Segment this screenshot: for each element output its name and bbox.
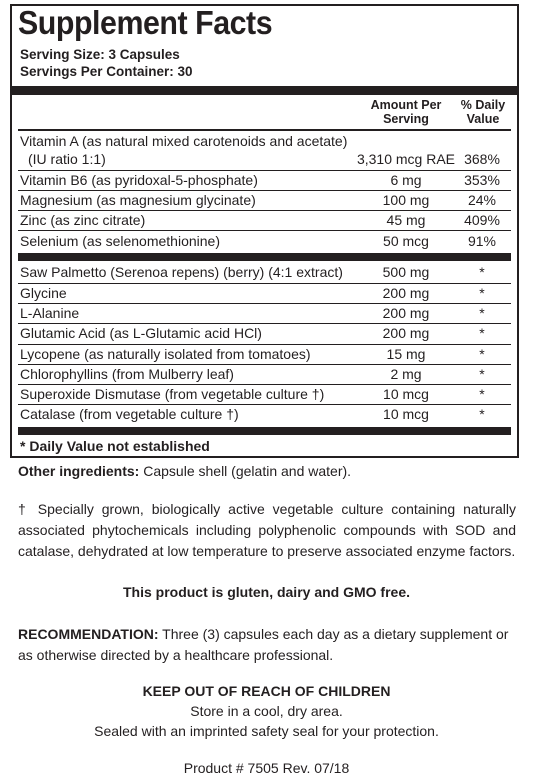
recommendation	[18, 624, 516, 666]
nutrient-dv: 353%	[464, 172, 500, 188]
row-rule	[18, 344, 511, 345]
dv-footnote: * Daily Value not established	[20, 438, 210, 454]
row-rule	[18, 190, 511, 191]
recommendation-text: Three (3) capsules each day as a dietary supplement or as otherwise directed by a healthcare professional.	[18, 626, 509, 663]
thick-divider-middle	[18, 253, 511, 261]
ingredient-amount: 500 mg	[382, 264, 430, 280]
ingredient-name: Chlorophyllins (from Mulberry leaf)	[20, 366, 234, 382]
row-rule	[18, 404, 511, 405]
nutrient-dv: 24%	[467, 192, 497, 208]
gluten-statement: This product is gluten, dairy and GMO free.	[122, 584, 411, 600]
nutrient-dv: 409%	[464, 212, 500, 228]
row-rule	[18, 384, 511, 385]
nutrient-amount: 3,310 mcg RAE	[356, 151, 456, 167]
keep-out-warning: KEEP OUT OF REACH OF CHILDREN	[142, 683, 391, 699]
dv-header	[448, 98, 518, 126]
ingredient-amount: 10 mcg	[383, 406, 429, 422]
nutrient-dv: 91%	[467, 233, 497, 249]
ingredient-dv: *	[479, 285, 485, 301]
nutrient-amount: 6 mg	[390, 172, 422, 188]
servings-per-container: Servings Per Container: 30	[20, 64, 193, 79]
row-rule	[18, 170, 511, 171]
ingredient-dv: *	[479, 366, 485, 382]
ingredient-amount: 2 mg	[390, 366, 422, 382]
amount-header	[356, 98, 456, 126]
thick-divider-bottom	[18, 427, 511, 435]
ingredient-amount: 200 mg	[382, 325, 430, 341]
amount-header-line2: Serving	[383, 112, 429, 126]
product-number: Product # 7505 Rev. 07/18	[183, 760, 350, 776]
ingredient-dv: *	[479, 406, 485, 422]
nutrient-name: Selenium (as selenomethionine)	[20, 233, 220, 249]
ingredient-dv: *	[479, 346, 485, 362]
amount-header-line1: Amount Per	[370, 98, 442, 112]
header-rule	[18, 129, 511, 131]
dv-header-line2: Value	[466, 112, 500, 126]
ingredient-name: Catalase (from vegetable culture †)	[20, 406, 239, 422]
ingredient-amount: 15 mg	[386, 346, 426, 362]
dv-header-line1: % Daily	[460, 98, 506, 112]
nutrient-amount: 45 mg	[386, 212, 426, 228]
ingredient-dv: *	[479, 386, 485, 402]
ingredient-amount: 200 mg	[382, 285, 430, 301]
row-rule	[18, 230, 511, 231]
other-ingredients-text: Capsule shell (gelatin and water).	[139, 463, 352, 479]
dagger-note: † Specially grown, biologically active vegetable culture containing naturally associated phytochemicals including polyphenolic compounds with SOD and catalase, dehydrated at low temperature to preserve associated enzyme factors.	[18, 501, 516, 559]
safety-seal-note: Sealed with an imprinted safety seal for your protection.	[94, 723, 439, 739]
nutrient-name-line2: (IU ratio 1:1)	[28, 151, 106, 167]
ingredient-dv: *	[479, 264, 485, 280]
storage-instruction: Store in a cool, dry area.	[190, 703, 343, 719]
ingredient-amount: 10 mcg	[383, 386, 429, 402]
nutrient-dv: 368%	[464, 151, 500, 167]
row-rule	[18, 323, 511, 324]
serving-size: Serving Size: 3 Capsules	[20, 47, 180, 62]
nutrient-name: Zinc (as zinc citrate)	[20, 212, 146, 228]
ingredient-name: Glutamic Acid (as L-Glutamic acid HCl)	[20, 325, 262, 341]
supplement-facts-panel	[10, 4, 519, 458]
nutrient-name: Vitamin A (as natural mixed carotenoids and acetate)	[20, 133, 348, 149]
nutrient-amount: 50 mcg	[383, 233, 429, 249]
thick-divider-top	[12, 86, 517, 95]
nutrient-amount: 100 mg	[382, 192, 430, 208]
row-rule	[18, 283, 511, 284]
panel-title: Supplement Facts	[18, 4, 273, 41]
ingredient-name: Saw Palmetto (Serenoa repens) (berry) (4:1 extract)	[20, 264, 343, 280]
row-rule	[18, 303, 511, 304]
nutrient-row	[20, 133, 509, 169]
ingredient-dv: *	[479, 305, 485, 321]
ingredient-amount: 200 mg	[382, 305, 430, 321]
ingredient-name: Lycopene (as naturally isolated from tomatoes)	[20, 346, 311, 362]
other-ingredients-label: Other ingredients:	[18, 463, 140, 479]
nutrient-name: Vitamin B6 (as pyridoxal-5-phosphate)	[20, 172, 258, 188]
ingredient-name: Superoxide Dismutase (from vegetable culture †)	[20, 386, 325, 402]
nutrient-name: Magnesium (as magnesium glycinate)	[20, 192, 256, 208]
ingredient-dv: *	[479, 325, 485, 341]
recommendation-label: RECOMMENDATION:	[18, 626, 159, 642]
row-rule	[18, 210, 511, 211]
other-ingredients	[18, 461, 516, 482]
row-rule	[18, 364, 511, 365]
ingredient-name: Glycine	[20, 285, 67, 301]
ingredient-name: L-Alanine	[20, 305, 80, 321]
